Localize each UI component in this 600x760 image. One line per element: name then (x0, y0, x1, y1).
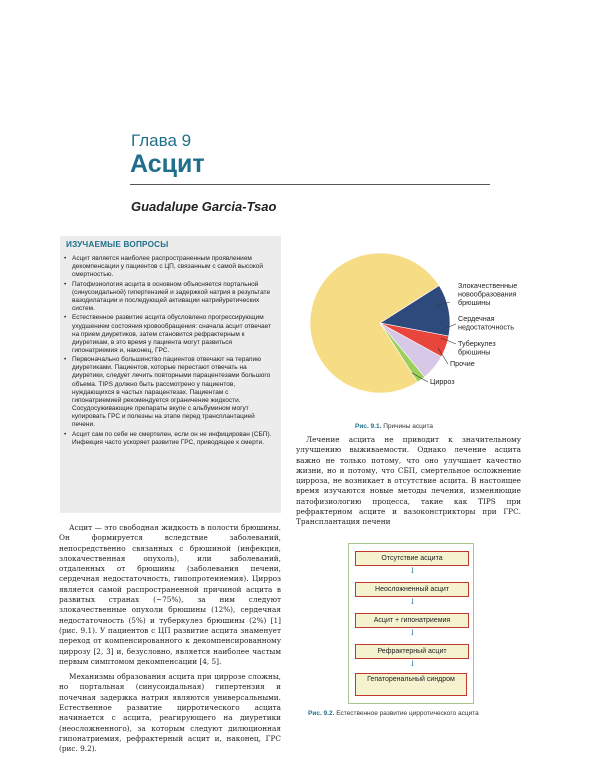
chapter-title: Асцит (130, 150, 205, 178)
key-point: • Естественное развитие асцита обусловлено прогрессирующим ухудшением состояния кровообращения: сначала асцит отвечает на прием диуретиков, затем становится рефрактерным к диуретикам, в это время у пациента могут развиться гипонатриемия и, наконец, ГРС. (64, 314, 278, 354)
pie-label-heart: Сердечная недостаточность (458, 314, 515, 332)
body-column-right (296, 435, 521, 528)
key-points-list (64, 255, 278, 448)
arrow-down-icon: ↓ (409, 597, 416, 606)
pie-label-other: Прочие (450, 359, 475, 368)
flow-step: Неосложненный асцит (355, 582, 469, 597)
flow-step: Отсутствие асцита (355, 551, 469, 566)
figure-2-label: Рис. 9.2. (308, 710, 335, 717)
chapter-label: Глава 9 (131, 131, 192, 150)
natural-history-flowchart (348, 543, 474, 704)
causes-pie-chart (300, 236, 550, 416)
paragraph: Лечение асцита не приводит к значительному улучшению выживаемости. Однако лечение асцита важно не только потому, что оно улучшает качество жизни, но и потому, что СБП, смертельное осложнение цирроза, не возникает в отсутствие асцита. В настоящее время изучаются новые методы лечения, изменяющие патофизиологию процесса, такие как TIPS при рефрактерном асците и вазоконстрикторы при ГРС. Трансплантация печени (296, 435, 521, 527)
key-point: • Патофизиология асцита в основном объясняется портальной (синусоидальной) гипертензией и задержкой натрия в результате вазодилатации и последующей активации натрийуретических систем. (64, 281, 278, 313)
flow-step: Гепаторенальный синдром (355, 673, 467, 696)
arrow-down-icon: ↓ (409, 659, 416, 668)
flow-step: Рефрактерный асцит (355, 644, 469, 659)
key-point: • Асцит сам по себе не смертелен, если он не инфицирован (СБП). Инфекция часто ускоряет развитие ГРС, приводящее к смерти. (64, 431, 278, 447)
figure-2-text: Естественное развитие цирротического асцита (336, 710, 479, 717)
title-rule (130, 184, 490, 185)
flow-step: Асцит + гипонатриемия (355, 613, 469, 628)
arrow-down-icon: ↓ (409, 566, 416, 575)
body-column-left (59, 523, 281, 760)
pie-label-tb: Туберкулез брюшины (458, 339, 496, 357)
paragraph: Асцит — это свободная жидкость в полости брюшины. Он формируется вследствие заболеваний, непосредственно связанных с брюшиной (инфекция, злокачественная опухоль), или заболеваний, отдаленных от брюшины (заболевания печени, сердечная недостаточность, гипопротеинемия). Цирроз является самой распространенной причиной асцита в развитых странах (~75%), за ним следуют злокачественные опухоли брюшины (12%), сердечная недостаточность (5%) и туберкулез брюшины (2%) [1] (рис. 9.1). У пациентов с ЦП развитие асцита знаменует переход от компенсированного к декомпенсированному циррозу [2, 3] и, безусловно, является наиболее частым первым симптомом декомпенсации [4, 5]. (59, 523, 281, 666)
key-points-title: ИЗУЧАЕМЫЕ ВОПРОСЫ (66, 240, 169, 249)
figure-2-caption (308, 710, 479, 717)
arrow-down-icon: ↓ (409, 628, 416, 637)
key-point: • Первоначально большинство пациентов отвечают на терапию диуретиками. Пациентов, которые перестают отвечать на диуретики, следует лечить повторными парацентезами большого объема. TIPS должно быть рассмотрено у пациентов, нуждающихся в частых парацентезах. Пациентам с гипонатриемией рекомендуется ограничение жидкости. Сосудосуживающие препараты вкупе с альбумином могут купировать ГРС и полезны на этапе перед трансплантацией печени. (64, 356, 278, 429)
pie-label-malignant: Злокачественные новообразования брюшины (458, 281, 518, 308)
key-point: • Асцит является наиболее распространенным проявлением декомпенсации у пациентов с ЦП, связанным с самой высокой смертностью. (64, 255, 278, 279)
pie-label-cirrhosis: Цирроз (430, 377, 455, 386)
figure-1-caption (355, 423, 433, 430)
paragraph: Механизмы образования асцита при циррозе сложны, но портальная (синусоидальная) гипертензия и почечная задержка натрия являются универсальными. Естественное развитие цирротического асцита начинается с асцита, реагирующего на диуретики (неосложненного), за которым следуют дилюционная гипонатриемия, рефрактерный асцит и, наконец, ГРС (рис. 9.2). (59, 672, 281, 754)
figure-1-text: Причины асцита (383, 423, 433, 430)
figure-1-label: Рис. 9.1. (355, 423, 382, 430)
chapter-author: Guadalupe Garcia-Tsao (131, 199, 277, 214)
